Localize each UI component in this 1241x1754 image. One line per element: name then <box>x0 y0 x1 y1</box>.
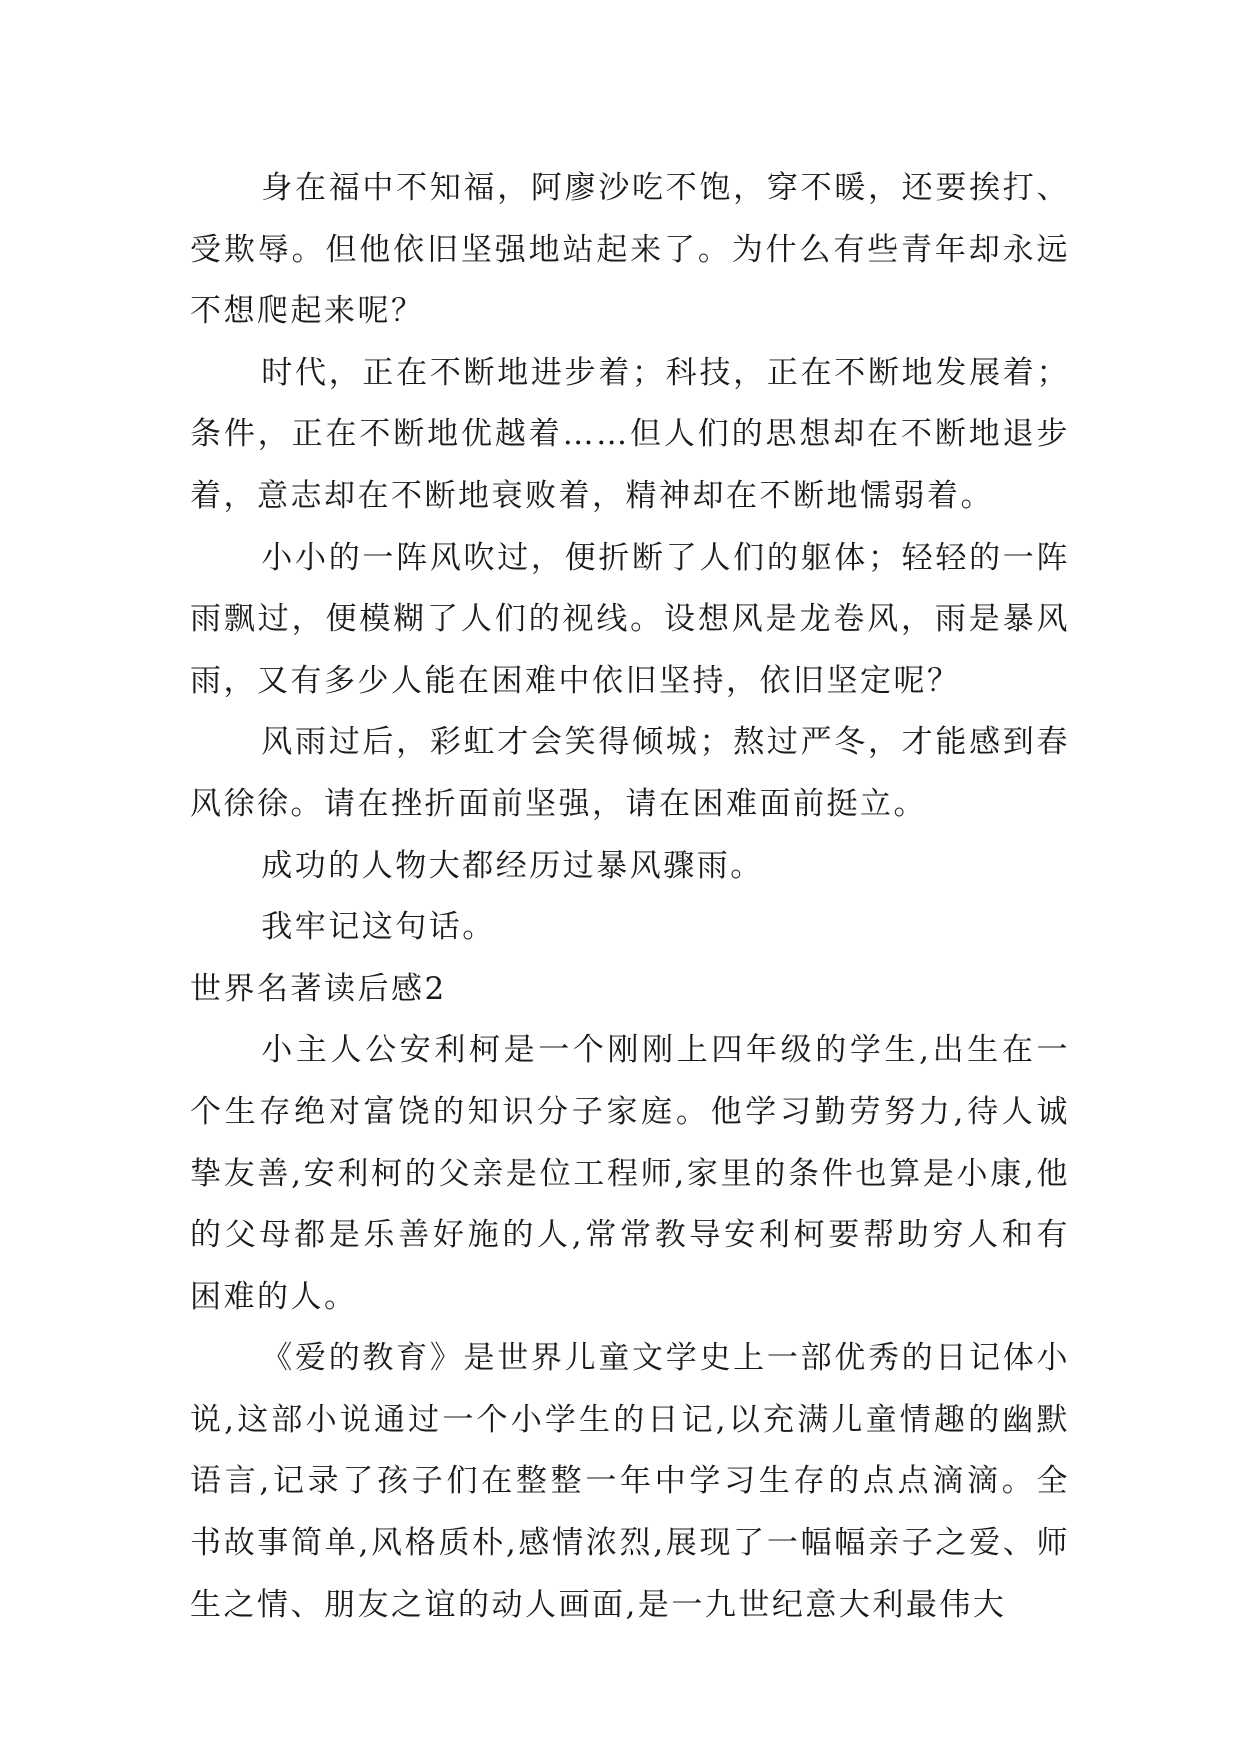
paragraph: 《爱的教育》是世界儿童文学史上一部优秀的日记体小说,这部小说通过一个小学生的日记,以充满儿童情趣的幽默语言,记录了孩子们在整整一年中学习生存的点点滴滴。全书故事简单,风格质朴,感情浓烈,展现了一幅幅亲子之爱、师生之情、朋友之谊的动人画面,是一九世纪意大利最伟大 <box>190 1340 1070 1623</box>
paragraph: 小小的一阵风吹过，便折断了人们的躯体；轻轻的一阵雨飘过，便模糊了人们的视线。设想风是龙卷风，雨是暴风雨，又有多少人能在困难中依旧坚持，依旧坚定呢？ <box>190 539 1070 699</box>
paragraph: 身在福中不知福，阿廖沙吃不饱，穿不暖，还要挨打、受欺辱。但他依旧坚强地站起来了。为什么有些青年却永远不想爬起来呢？ <box>190 170 1070 330</box>
paragraph: 我牢记这句话。 <box>261 909 496 946</box>
paragraph: 时代，正在不断地进步着；科技，正在不断地发展着；条件，正在不断地优越着……但人们的思想却在不断地退步着，意志却在不断地衰败着，精神却在不断地懦弱着。 <box>190 354 1070 514</box>
document-body <box>190 158 1070 1636</box>
section-title: 世界名著读后感2 <box>190 970 447 1007</box>
paragraph: 风雨过后，彩虹才会笑得倾城；熬过严冬，才能感到春风徐徐。请在挫折面前坚强，请在困难面前挺立。 <box>190 724 1070 822</box>
paragraph: 小主人公安利柯是一个刚刚上四年级的学生,出生在一个生存绝对富饶的知识分子家庭。他学习勤劳努力,待人诚挚友善,安利柯的父亲是位工程师,家里的条件也算是小康,他的父母都是乐善好施的人,常常教导安利柯要帮助穷人和有困难的人。 <box>190 1032 1070 1315</box>
paragraph: 成功的人物大都经历过暴风骤雨。 <box>261 847 764 884</box>
